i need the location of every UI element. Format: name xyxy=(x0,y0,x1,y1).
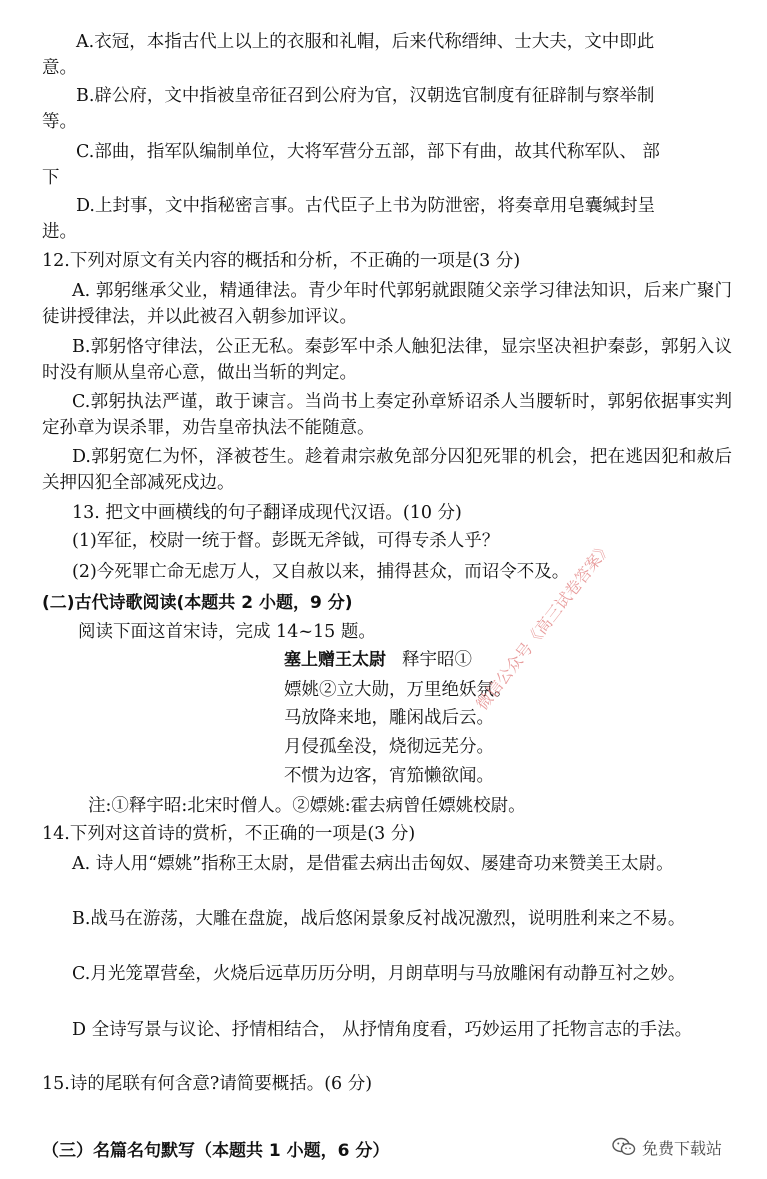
question-12: 12.下列对原文有关内容的概括和分析，不正确的一项是(3 分) xyxy=(42,251,521,271)
option-d-line1: D.上封事，文中指秘密言事。古代臣子上书为防泄密，将奏章用皂囊缄封呈 xyxy=(76,196,655,216)
section-3-heading: （三）名篇名句默写（本题共 1 小题，6 分） xyxy=(42,1141,390,1161)
section-2-intro: 阅读下面这首宋诗，完成 14~15 题。 xyxy=(78,622,376,642)
question-12-option-c: C.郭躬执法严谨，敢于谏言。当尚书上奏定孙章矫诏杀人当腰斩时，郭躬依据事实判定孙章为误杀罪，劝告皇帝执法不能随意。 xyxy=(42,392,732,438)
option-a-line1: A.衣冠，本指古代上以上的衣服和礼帽，后来代称缙绅、士大夫，文中即此 xyxy=(76,32,655,52)
question-12-option-d: D.郭躬宽仁为怀，泽被苍生。趁着肃宗赦免部分囚犯死罪的机会，把在逃因犯和赦后关押囚犯全部减死戍边。 xyxy=(42,447,732,493)
question-12-option-b: B.郭躬恪守律法，公正无私。秦彭军中杀人触犯法律，显宗坚决袒护秦彭，郭躬入议时没有顺从皇帝心意，做出当斩的判定。 xyxy=(42,337,732,383)
poem-line-2: 马放降来地，雕闲战后云。 xyxy=(284,708,494,728)
watermark-text: 微信公众号《高三试卷答案》 xyxy=(472,537,616,714)
poem-line-1: 嫖姚②立大勋，万里绝妖氛。 xyxy=(284,680,512,700)
poem-note: 注:①释宇昭:北宋时僧人。②嫖姚:霍去病曾任嫖姚校尉。 xyxy=(88,796,526,816)
question-14-option-a: A. 诗人用“嫖姚”指称王太尉，是借霍去病出击匈奴、屡建奇功来赞美王太尉。 xyxy=(72,854,674,874)
poem-title: 塞上赠王太尉 xyxy=(284,650,386,670)
poem-line-3: 月侵孤垒没，烧彻远芜分。 xyxy=(284,737,494,757)
option-b-line1: B.辟公府，文中指被皇帝征召到公府为官，汉朝选官制度有征辟制与察举制 xyxy=(76,86,655,106)
section-2-heading: (二)古代诗歌阅读(本题共 2 小题，9 分) xyxy=(42,593,353,613)
question-12-option-a: A. 郭躬继承父业，精通律法。青少年时代郭躬就跟随父亲学习律法知识，后来广聚门徒讲授律法，并以此被召入朝参加评议。 xyxy=(42,281,732,327)
question-14-option-b: B.战马在游荡，大雕在盘旋，战后悠闲景象反衬战况激烈，说明胜利来之不易。 xyxy=(72,909,686,929)
wechat-icon xyxy=(612,1137,636,1157)
site-logo xyxy=(612,1134,722,1160)
option-c-line2: 下 xyxy=(42,168,60,188)
poem-header xyxy=(284,647,472,673)
option-b-line2: 等。 xyxy=(42,112,77,132)
question-14-option-c: C.月光笼罩营垒，火烧后远草历历分明，月朗草明与马放雕闲有动静互衬之妙。 xyxy=(72,964,686,984)
question-15: 15.诗的尾联有何含意?请简要概括。(6 分) xyxy=(42,1074,373,1094)
question-13: 13. 把文中画横线的句子翻译成现代汉语。(10 分) xyxy=(72,503,462,523)
logo-text: 免费下载站 xyxy=(642,1138,723,1158)
question-13-item-1: (1)军征，校尉一统于督。彭既无斧钺，可得专杀人乎？ xyxy=(72,531,500,551)
option-c-line1: C.部曲，指军队编制单位，大将军营分五部，部下有曲，故其代称军队、 部 xyxy=(76,142,660,162)
question-13-item-2: (2)今死罪亡命无虑万人，又自赦以来，捕得甚众，而诏令不及。 xyxy=(72,562,570,582)
option-d-line2: 进。 xyxy=(42,222,77,242)
poem-author: 释宇昭① xyxy=(402,650,472,670)
question-14-option-d: D 全诗写景与议论、抒情相结合， 从抒情角度看，巧妙运用了托物言志的手法。 xyxy=(72,1020,693,1040)
poem-line-4: 不惯为边客，宵笳懒欲闻。 xyxy=(284,766,494,786)
question-14: 14.下列对这首诗的赏析，不正确的一项是(3 分) xyxy=(42,824,416,844)
option-a-line2: 意。 xyxy=(42,58,77,78)
